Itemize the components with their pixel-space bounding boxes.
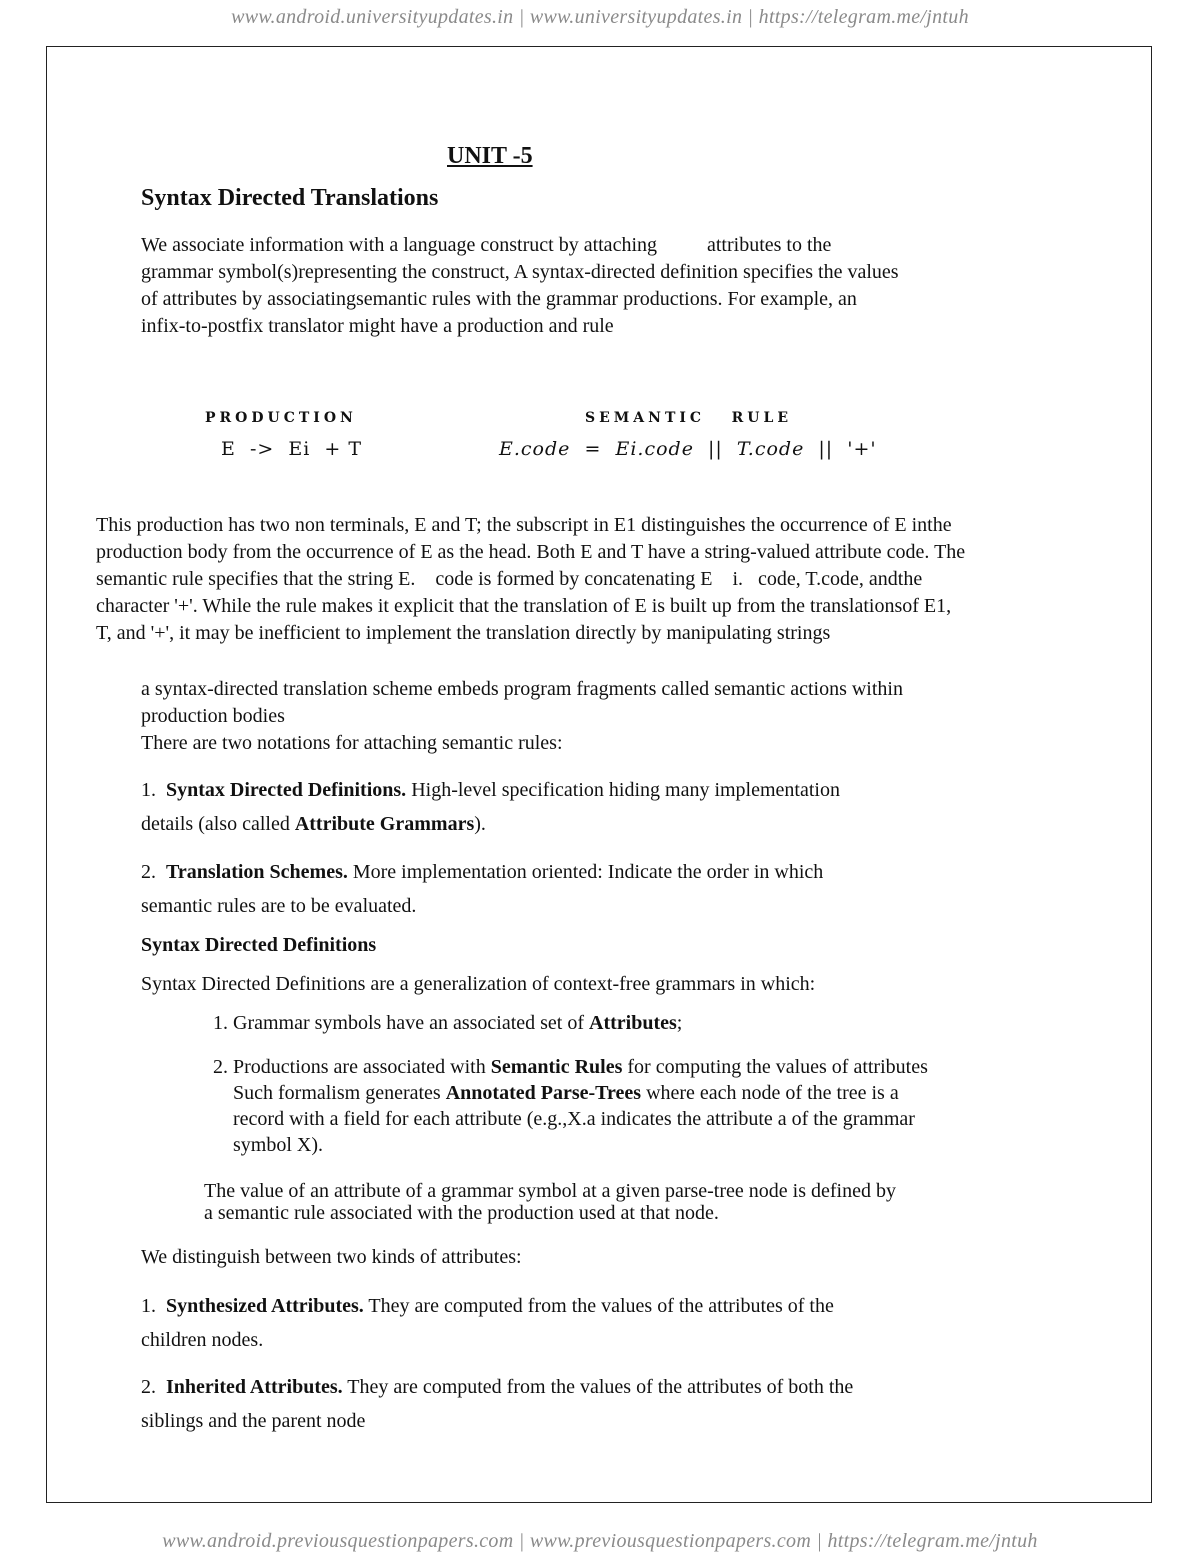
semantic-rule-value: E.code = Ei.code || T.code || '+' (499, 438, 877, 460)
item-text: 2. Productions are associated with (213, 1056, 491, 1078)
production-value: E -> Ei + T (221, 438, 363, 460)
explanation-line: character '+'. While the rule makes it explicit that the translation of E is built up from the translationsof E1, (96, 595, 952, 617)
explanation-line: This production has two non terminals, E and T; the subscript in E1 distinguishes the occurrence of E inthe (96, 514, 952, 536)
item-text: where each node of the tree is a (641, 1082, 899, 1104)
item-text: ; (676, 1012, 683, 1034)
intro-line: We associate information with a language construct by attaching attributes to the (141, 234, 832, 256)
item-bold: Synthesized Attributes. (166, 1295, 364, 1317)
item-text: 1. Grammar symbols have an associated set of (213, 1012, 590, 1034)
item-bold: Translation Schemes. (166, 861, 348, 883)
item-number: 2. (141, 861, 156, 883)
sdd-list-item-1 (213, 1012, 682, 1035)
semantic-rule-header: SEMANTIC RULE (585, 410, 793, 426)
item-number: 2. (141, 1376, 156, 1398)
item-bold: Syntax Directed Definitions. (166, 779, 407, 801)
item-text: They are computed from the values of the attributes of the (363, 1295, 834, 1317)
item-text: details (also called (141, 813, 295, 835)
note-line: a semantic rule associated with the production used at that node. (204, 1202, 719, 1224)
item-bold: Annotated Parse-Trees (445, 1082, 642, 1104)
intro-paragraph (141, 232, 1061, 340)
production-header: PRODUCTION (205, 410, 357, 426)
note-line: The value of an attribute of a grammar symbol at a given parse-tree node is defined by (204, 1180, 896, 1202)
intro-line: of attributes by associatingsemantic rules with the grammar productions. For example, an (141, 288, 857, 310)
item-text: Such formalism generates (233, 1082, 446, 1104)
intro-line: grammar symbol(s)representing the construct, A syntax-directed definition specifies the values (141, 261, 899, 283)
explanation-line: T, and '+', it may be inefficient to implement the translation directly by manipulating strings (96, 622, 831, 644)
notation-item-1 (141, 773, 1001, 841)
explanation-line: production body from the occurrence of E as the head. Both E and T have a string-valued attribute code. The (96, 541, 966, 563)
item-bold: Attribute Grammars (294, 813, 475, 835)
item-bold: Semantic Rules (490, 1056, 623, 1078)
item-text: semantic rules are to be evaluated. (141, 895, 417, 917)
kind-item-1 (141, 1289, 1001, 1357)
unit-title: UNIT -5 (447, 143, 533, 169)
watermark-footer: www.android.previousquestionpapers.com | www.previousquestionpapers.com | https://telegram.me/jntuh (162, 1530, 1038, 1552)
watermark-header: www.android.universityupdates.in | www.universityupdates.in | https://telegram.me/jntuh (231, 6, 969, 28)
value-note (204, 1180, 1044, 1224)
scheme-line: There are two notations for attaching semantic rules: (141, 732, 563, 754)
item-text: symbol X). (233, 1134, 323, 1156)
item-text: siblings and the parent node (141, 1410, 366, 1432)
sdd-heading: Syntax Directed Definitions (141, 934, 377, 956)
sdd-list-item-2 (213, 1054, 1073, 1158)
item-bold: Inherited Attributes. (166, 1376, 343, 1398)
production-table (205, 410, 945, 470)
explanation-paragraph (96, 512, 1136, 647)
scheme-line: production bodies (141, 705, 285, 727)
item-number: 1. (141, 779, 156, 801)
item-text: They are computed from the values of the attributes of both the (342, 1376, 854, 1398)
section-title: Syntax Directed Translations (141, 185, 439, 211)
item-text: More implementation oriented: Indicate the order in which (347, 861, 824, 883)
item-text: High-level specification hiding many implementation (406, 779, 840, 801)
item-text: for computing the values of attributes (622, 1056, 928, 1078)
item-text: children nodes. (141, 1329, 264, 1351)
notation-item-2 (141, 855, 1001, 923)
kinds-intro: We distinguish between two kinds of attributes: (141, 1246, 522, 1268)
scheme-paragraph (141, 676, 1061, 757)
item-number: 1. (141, 1295, 156, 1317)
item-bold: Attributes (589, 1012, 677, 1034)
item-text: ). (474, 813, 486, 835)
kind-item-2 (141, 1370, 1001, 1438)
item-text: record with a field for each attribute (e.g.,X.a indicates the attribute a of the grammar (233, 1108, 915, 1130)
explanation-line: semantic rule specifies that the string E. code is formed by concatenating E i. code, T.code, andthe (96, 568, 923, 590)
sdd-intro: Syntax Directed Definitions are a generalization of context-free grammars in which: (141, 973, 816, 995)
scheme-line: a syntax-directed translation scheme embeds program fragments called semantic actions within (141, 678, 903, 700)
intro-line: infix-to-postfix translator might have a production and rule (141, 315, 614, 337)
